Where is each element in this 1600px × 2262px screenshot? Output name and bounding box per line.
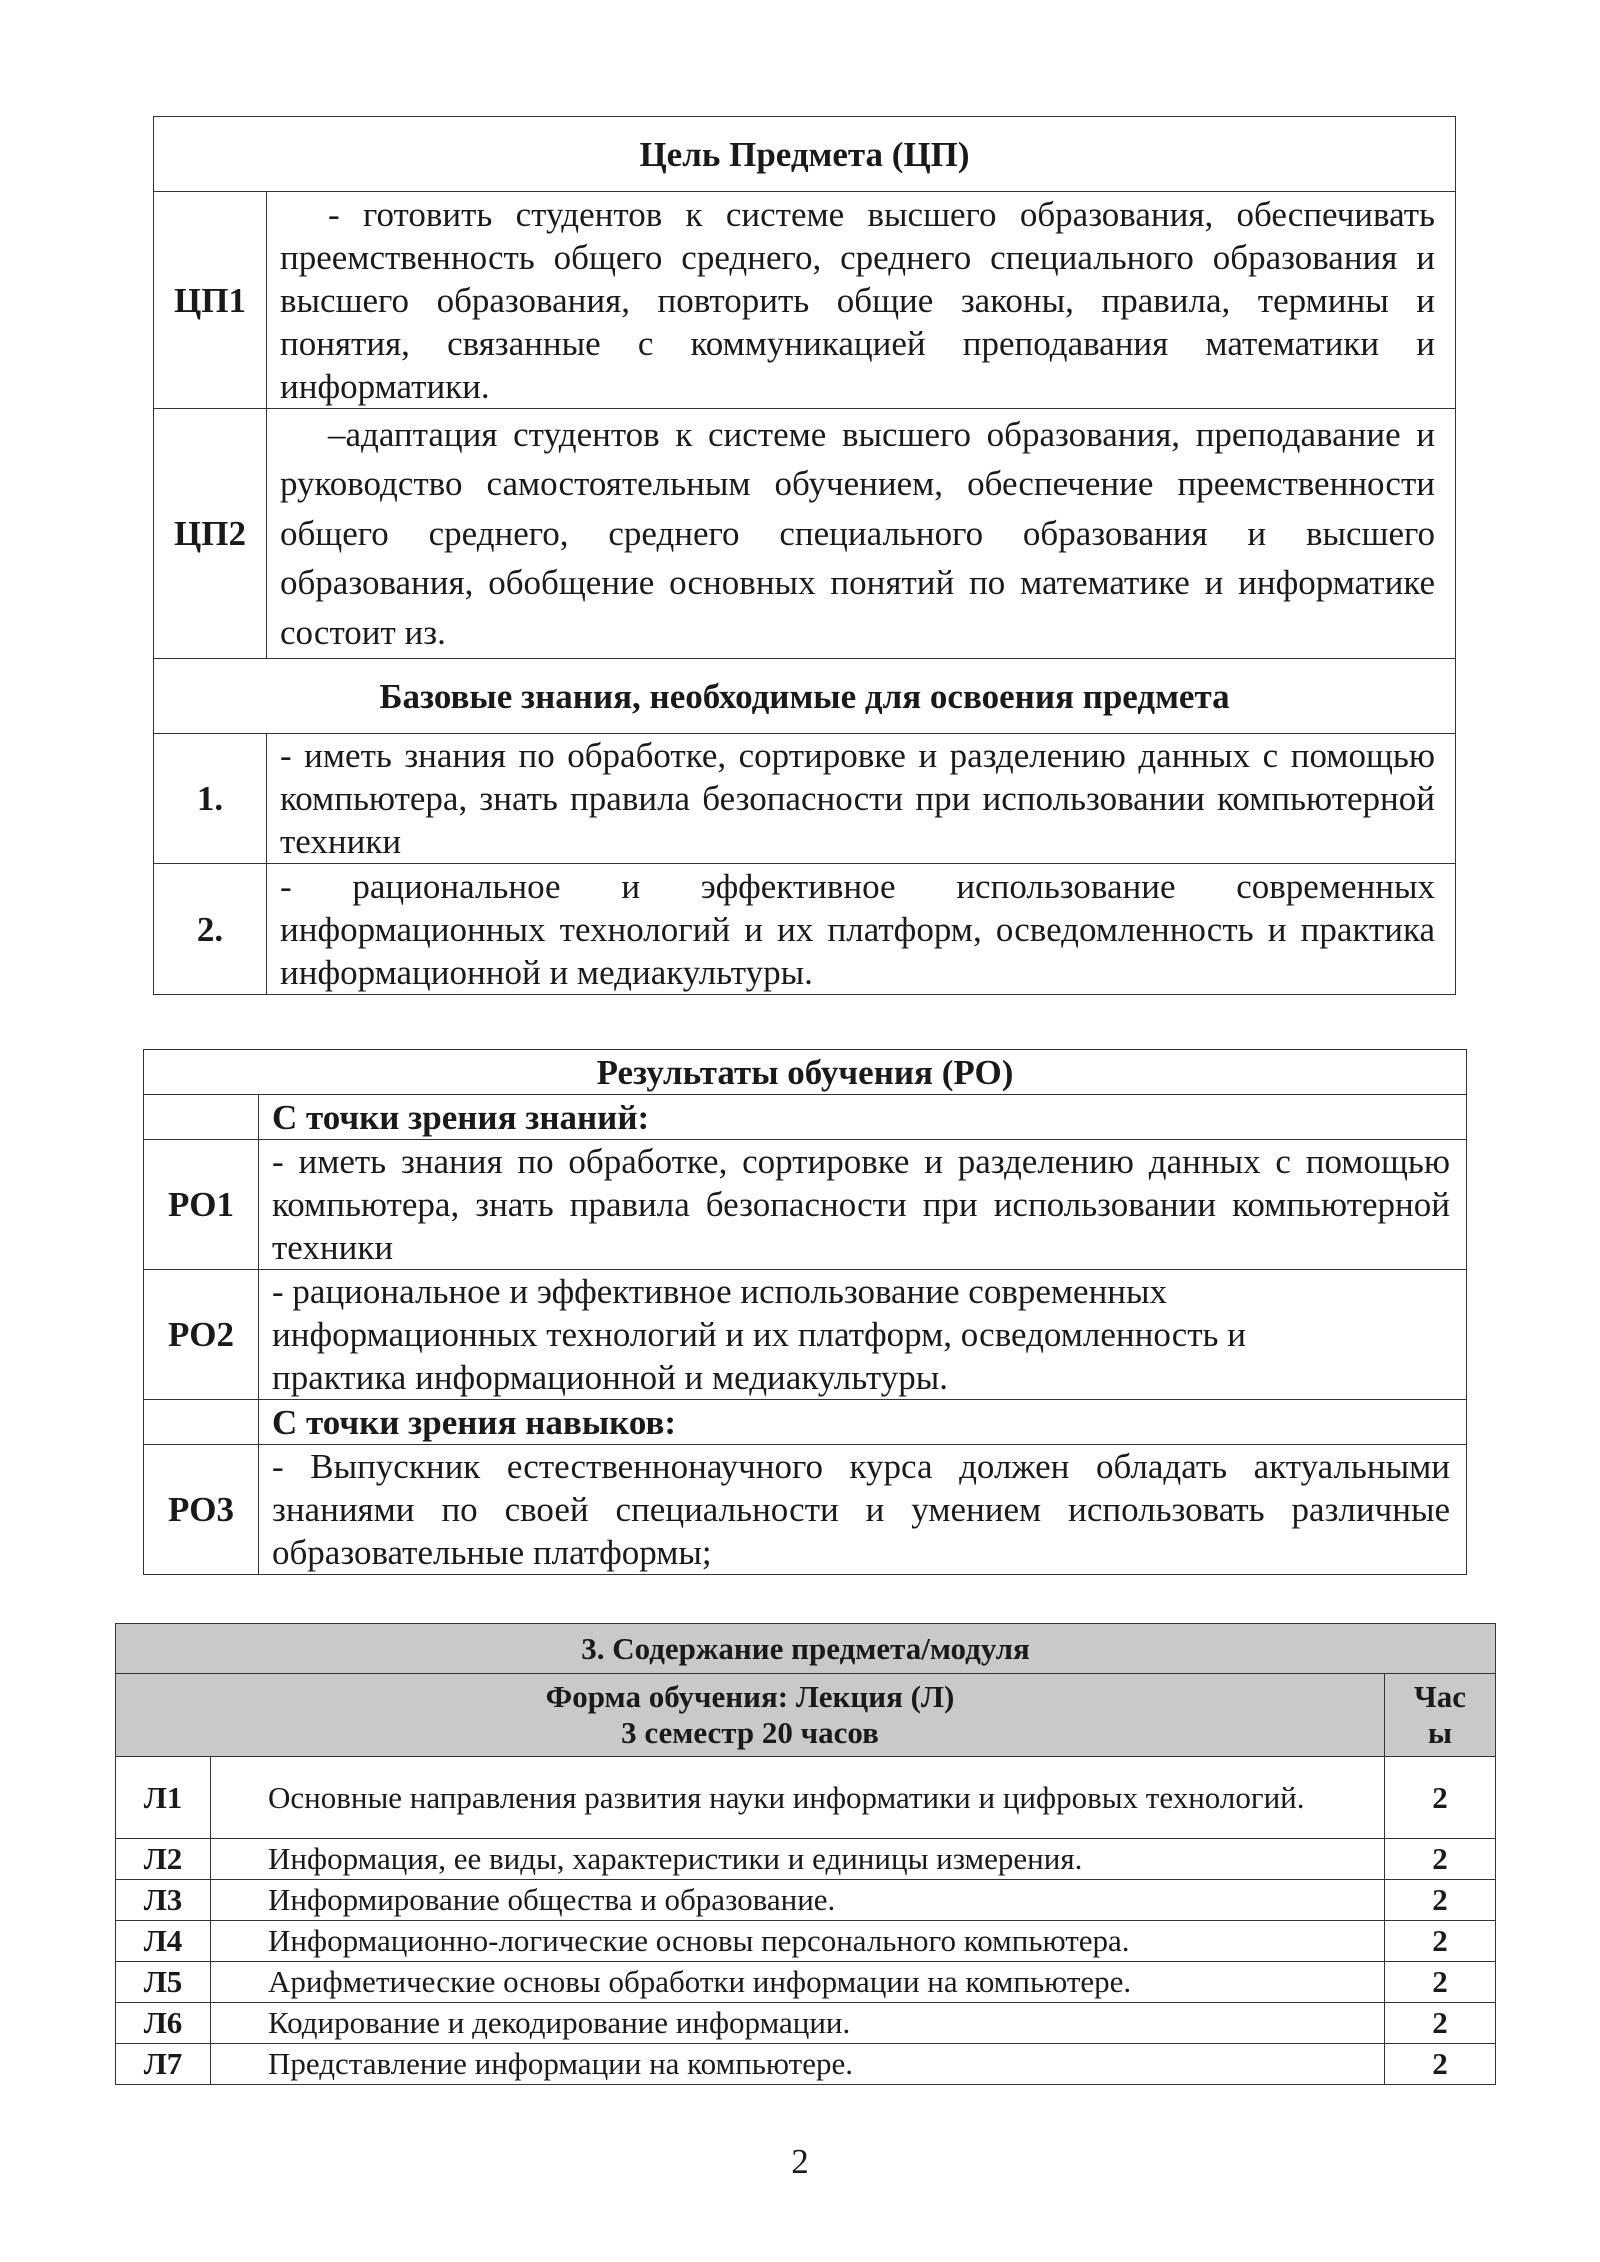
goal-code: ЦП2 (154, 409, 267, 659)
goal-text: - готовить студентов к системе высшего образования, обеспечивать преемственность общего среднего, среднего специального образования и высшего образования, повторить общие законы, правила, термины и понятия, связанные с коммуникацией преподавания математики и информатики. (267, 192, 1456, 409)
outcome-code: РО1 (144, 1140, 259, 1270)
page-number: 2 (791, 2142, 809, 2181)
lecture-title: Информирование общества и образование. (211, 1880, 1385, 1921)
lecture-title: Информационно-логические основы персонального компьютера. (211, 1921, 1385, 1962)
outcome-text: - иметь знания по обработке, сортировке и разделению данных с помощью компьютера, знать правила безопасности при использовании компьютерной техники (259, 1140, 1467, 1270)
table-row (144, 1445, 1467, 1575)
outcomes-table (143, 1049, 1467, 1575)
basic-code: 2. (154, 864, 267, 995)
form-line-1: Форма обучения: Лекция (Л) (545, 1679, 955, 1714)
skills-heading: С точки зрения навыков: (259, 1400, 1467, 1445)
lecture-hours: 2 (1385, 2044, 1496, 2085)
knowledge-heading: С точки зрения знаний: (259, 1095, 1467, 1140)
lecture-hours: 2 (1385, 1880, 1496, 1921)
goals-table (153, 116, 1456, 995)
basic-code: 1. (154, 734, 267, 864)
table-row (154, 409, 1456, 659)
table-row (116, 1921, 1496, 1962)
table-row (154, 192, 1456, 409)
goal-text: –адаптация студентов к системе высшего образования, преподавание и руководство самостоятельным обучением, обеспечение преемственности общего среднего, среднего специального образования и высшего образования, обобщение основных понятий по математике и информатике состоит из. (267, 409, 1456, 659)
content-title: 3. Содержание предмета/модуля (116, 1624, 1496, 1674)
lecture-title: Информация, ее виды, характеристики и единицы измерения. (211, 1839, 1385, 1880)
table-row (144, 1140, 1467, 1270)
lecture-title: Представление информации на компьютере. (211, 2044, 1385, 2085)
form-line-2: 3 семестр 20 часов (621, 1715, 879, 1750)
lecture-code: Л6 (116, 2003, 211, 2044)
empty-cell (144, 1095, 259, 1140)
lecture-code: Л4 (116, 1921, 211, 1962)
outcome-text: - рациональное и эффективное использование современных информационных технологий и их платформ, осведомленность и практика информационной и медиакультуры. (259, 1270, 1467, 1400)
empty-cell (144, 1400, 259, 1445)
table-row (116, 2003, 1496, 2044)
lecture-code: Л5 (116, 1962, 211, 2003)
content-table (115, 1623, 1496, 2085)
hours-header: Час ы (1385, 1674, 1496, 1757)
basic-text: - иметь знания по обработке, сортировке и разделению данных с помощью компьютера, знать правила безопасности при использовании компьютерной техники (267, 734, 1456, 864)
outcome-code: РО2 (144, 1270, 259, 1400)
table-row (116, 1839, 1496, 1880)
basic-text: - рациональное и эффективное использование современных информационных технологий и их платформ, осведомленность и практика информационной и медиакультуры. (267, 864, 1456, 995)
lecture-hours: 2 (1385, 1839, 1496, 1880)
table-row (116, 2044, 1496, 2085)
lecture-hours: 2 (1385, 1962, 1496, 2003)
lecture-hours: 2 (1385, 2003, 1496, 2044)
table-row (116, 1962, 1496, 2003)
table-row (154, 734, 1456, 864)
table-row (144, 1270, 1467, 1400)
lecture-code: Л1 (116, 1757, 211, 1839)
table-row (116, 1880, 1496, 1921)
lecture-hours: 2 (1385, 1757, 1496, 1839)
outcome-text: - Выпускник естественнонаучного курса должен обладать актуальными знаниями по своей специальности и умением использовать различные образовательные платформы; (259, 1445, 1467, 1575)
table-row (116, 1757, 1496, 1839)
outcome-code: РО3 (144, 1445, 259, 1575)
lecture-title: Основные направления развития науки информатики и цифровых технологий. (211, 1757, 1385, 1839)
lecture-code: Л3 (116, 1880, 211, 1921)
goals-title: Цель Предмета (ЦП) (154, 117, 1456, 192)
lecture-title: Кодирование и декодирование информации. (211, 2003, 1385, 2044)
lecture-code: Л7 (116, 2044, 211, 2085)
goal-code: ЦП1 (154, 192, 267, 409)
lecture-title: Арифметические основы обработки информации на компьютере. (211, 1962, 1385, 2003)
lecture-hours: 2 (1385, 1921, 1496, 1962)
form-header (116, 1674, 1385, 1757)
basic-knowledge-title: Базовые знания, необходимые для освоения предмета (154, 659, 1456, 734)
table-row (154, 864, 1456, 995)
outcomes-title: Результаты обучения (РО) (144, 1050, 1467, 1095)
lecture-code: Л2 (116, 1839, 211, 1880)
